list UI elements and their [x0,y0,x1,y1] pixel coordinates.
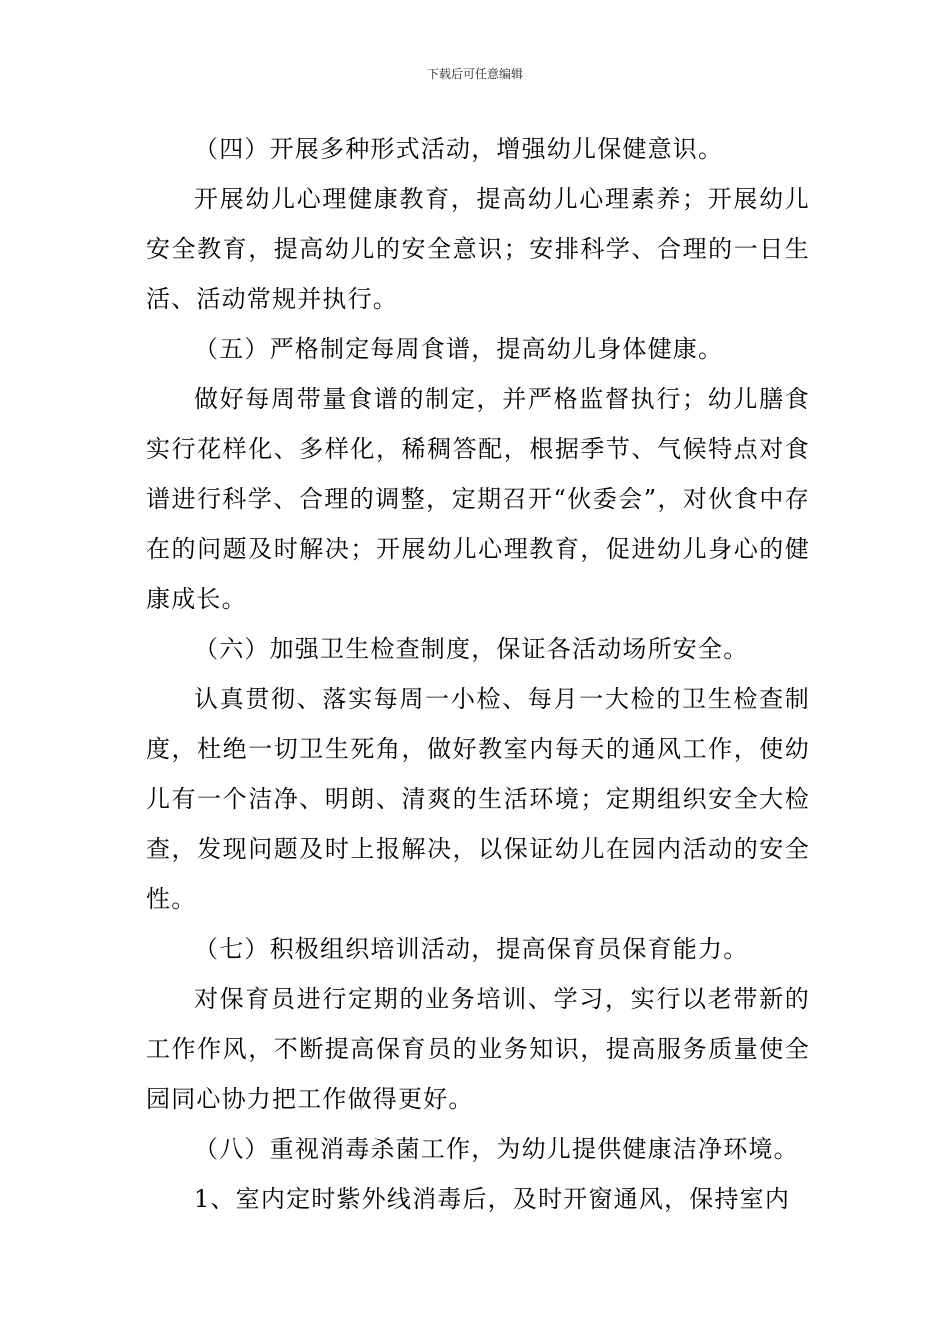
section-heading-8: （八）重视消毒杀菌工作，为幼儿提供健康洁净环境。 [194,1135,799,1163]
document-body [146,124,810,1224]
page-header: 下载后可任意编辑 [426,67,523,81]
paragraph: 对保育员进行定期的业务培训、学习，实行以老带新的工作作风，不断提高保育员的业务知识，提高服务质量使全园同心协力把工作做得更好。 [146,985,810,1113]
paragraph: 开展幼儿心理健康教育，提高幼儿心理素养；开展幼儿安全教育，提高幼儿的安全意识；安排科学、合理的一日生活、活动常规并执行。 [146,185,810,313]
section-heading-7: （七）积极组织培训活动，提高保育员保育能力。 [194,935,749,963]
list-item: 1、室内定时紫外线消毒后，及时开窗通风，保持室内 [194,1185,791,1213]
paragraph: 做好每周带量食谱的制定，并严格监督执行；幼儿膳食实行花样化、多样化，稀稠答配，根据季节、气候特点对食谱进行科学、合理的调整，定期召开“伙委会”，对伙食中存在的问题及时解决；开展幼儿心理教育，促进幼儿身心的健康成长。 [146,385,810,613]
section-heading-5: （五）严格制定每周食谱，提高幼儿身体健康。 [194,335,724,363]
section-heading-6: （六）加强卫生检查制度，保证各活动场所安全。 [194,635,749,663]
section-heading-4: （四）开展多种形式活动，增强幼儿保健意识。 [194,135,724,163]
paragraph: 认真贯彻、落实每周一小检、每月一大检的卫生检查制度，杜绝一切卫生死角，做好教室内每天的通风工作，使幼儿有一个洁净、明朗、清爽的生活环境；定期组织安全大检查，发现问题及时上报解决，以保证幼儿在园内活动的安全性。 [146,685,810,913]
